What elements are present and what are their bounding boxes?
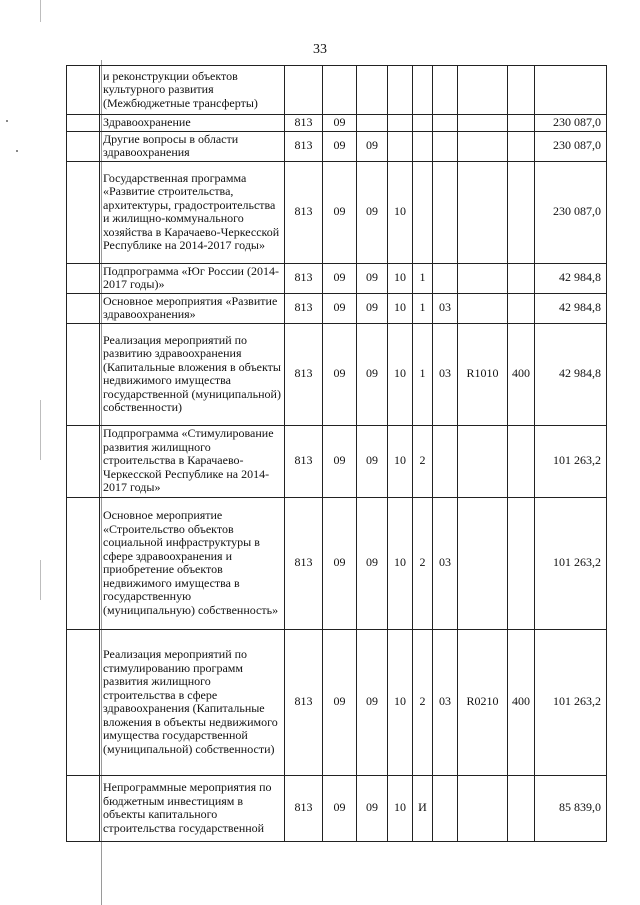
- item-name: Основное мероприятия «Развитие здравоохранения»: [100, 293, 285, 323]
- amount: 42 984,8: [535, 293, 607, 323]
- row-margin-cell: [67, 263, 100, 293]
- subsection-code: 09: [357, 263, 388, 293]
- subprogram-code: 2: [413, 497, 433, 629]
- ministry-code: 813: [285, 425, 323, 497]
- event-code: [433, 263, 458, 293]
- program-code: 10: [388, 293, 413, 323]
- row-margin-cell: [67, 497, 100, 629]
- ministry-code: 813: [285, 115, 323, 132]
- expense-type-code: [508, 293, 535, 323]
- row-margin-cell: [67, 161, 100, 263]
- item-name: Государственная программа «Развитие строительства, архитектуры, градостроительства и жилищно-коммунального хозяйства в Карачаево-Черкесской Республике на 2014-2017 годы»: [100, 161, 285, 263]
- subprogram-code: 2: [413, 629, 433, 775]
- row-margin-cell: [67, 131, 100, 161]
- table-row: [67, 131, 607, 161]
- program-code: 10: [388, 425, 413, 497]
- subprogram-code: И: [413, 775, 433, 841]
- table-row: [67, 161, 607, 263]
- table-row: [67, 263, 607, 293]
- amount: 230 087,0: [535, 115, 607, 132]
- direction-code: [458, 263, 508, 293]
- expense-type-code: [508, 161, 535, 263]
- table-row: [67, 66, 607, 115]
- program-code: [388, 131, 413, 161]
- program-code: 10: [388, 497, 413, 629]
- subprogram-code: [413, 131, 433, 161]
- subsection-code: 09: [357, 161, 388, 263]
- subprogram-code: [413, 161, 433, 263]
- direction-code: [458, 66, 508, 115]
- ministry-code: 813: [285, 293, 323, 323]
- subprogram-code: 1: [413, 293, 433, 323]
- direction-code: R0210: [458, 629, 508, 775]
- direction-code: [458, 293, 508, 323]
- program-code: 10: [388, 323, 413, 425]
- item-name: Подпрограмма «Стимулирование развития жилищного строительства в Карачаево-Черкесской Республике на 2014-2017 годы»: [100, 425, 285, 497]
- ministry-code: 813: [285, 629, 323, 775]
- event-code: [433, 425, 458, 497]
- table-body: [67, 66, 607, 842]
- row-margin-cell: [67, 293, 100, 323]
- expense-type-code: [508, 131, 535, 161]
- ministry-code: 813: [285, 131, 323, 161]
- page-number: 33: [313, 42, 327, 57]
- row-margin-cell: [67, 115, 100, 132]
- subprogram-code: 1: [413, 323, 433, 425]
- event-code: 03: [433, 293, 458, 323]
- item-name: Непрограммные мероприятия по бюджетным инвестициям в объекты капитального строительства государственной: [100, 775, 285, 841]
- amount: 85 839,0: [535, 775, 607, 841]
- item-name: Реализация мероприятий по стимулированию программ развития жилищного строительства в сфере здравоохранения (Капитальные вложения в объекты недвижимого имущества государственной (муниципальной) собственности): [100, 629, 285, 775]
- amount: [535, 66, 607, 115]
- table-row: [67, 775, 607, 841]
- item-name: Подпрограмма «Юг России (2014-2017 годы)»: [100, 263, 285, 293]
- expense-type-code: [508, 66, 535, 115]
- direction-code: R1010: [458, 323, 508, 425]
- expense-type-code: [508, 263, 535, 293]
- ministry-code: 813: [285, 263, 323, 293]
- row-margin-cell: [67, 775, 100, 841]
- row-margin-cell: [67, 323, 100, 425]
- section-code: 09: [323, 293, 357, 323]
- section-code: 09: [323, 323, 357, 425]
- table-row: [67, 293, 607, 323]
- program-code: 10: [388, 629, 413, 775]
- subsection-code: 09: [357, 775, 388, 841]
- program-code: 10: [388, 161, 413, 263]
- expense-type-code: [508, 775, 535, 841]
- item-name: Другие вопросы в области здравоохранения: [100, 131, 285, 161]
- section-code: 09: [323, 775, 357, 841]
- subsection-code: 09: [357, 323, 388, 425]
- subprogram-code: 2: [413, 425, 433, 497]
- subsection-code: 09: [357, 293, 388, 323]
- table-row: [67, 425, 607, 497]
- amount: 42 984,8: [535, 263, 607, 293]
- ministry-code: 813: [285, 497, 323, 629]
- subprogram-code: 1: [413, 263, 433, 293]
- section-code: 09: [323, 425, 357, 497]
- expense-type-code: 400: [508, 629, 535, 775]
- row-margin-cell: [67, 629, 100, 775]
- direction-code: [458, 131, 508, 161]
- subprogram-code: [413, 66, 433, 115]
- expense-type-code: [508, 425, 535, 497]
- amount: 101 263,2: [535, 425, 607, 497]
- program-code: 10: [388, 263, 413, 293]
- section-code: 09: [323, 629, 357, 775]
- table-row: [67, 115, 607, 132]
- amount: 230 087,0: [535, 161, 607, 263]
- row-margin-cell: [67, 66, 100, 115]
- direction-code: [458, 775, 508, 841]
- program-code: 10: [388, 775, 413, 841]
- item-name: Основное мероприятие «Строительство объектов социальной инфраструктуры в сфере здравоохранения и приобретение объектов недвижимого имущества в государственную (муниципальную) собственность»: [100, 497, 285, 629]
- section-code: 09: [323, 497, 357, 629]
- event-code: [433, 131, 458, 161]
- ministry-code: 813: [285, 775, 323, 841]
- subprogram-code: [413, 115, 433, 132]
- expense-type-code: [508, 115, 535, 132]
- subsection-code: 09: [357, 629, 388, 775]
- scan-dot: [16, 150, 18, 152]
- subsection-code: [357, 66, 388, 115]
- ministry-code: 813: [285, 161, 323, 263]
- direction-code: [458, 161, 508, 263]
- section-code: 09: [323, 131, 357, 161]
- direction-code: [458, 115, 508, 132]
- event-code: 03: [433, 497, 458, 629]
- program-code: [388, 66, 413, 115]
- program-code: [388, 115, 413, 132]
- scan-dot: [6, 120, 8, 122]
- subsection-code: 09: [357, 131, 388, 161]
- expense-type-code: 400: [508, 323, 535, 425]
- amount: 101 263,2: [535, 629, 607, 775]
- event-code: [433, 775, 458, 841]
- expense-type-code: [508, 497, 535, 629]
- scan-margin-mark: [40, 400, 41, 460]
- item-name: Здравоохранение: [100, 115, 285, 132]
- budget-table: [66, 65, 607, 842]
- event-code: [433, 66, 458, 115]
- event-code: 03: [433, 323, 458, 425]
- item-name: Реализация мероприятий по развитию здравоохранения (Капитальные вложения в объекты недвижимого имущества государственной (муниципальной) собственности): [100, 323, 285, 425]
- scan-margin-mark: [40, 560, 41, 600]
- table-row: [67, 629, 607, 775]
- direction-code: [458, 425, 508, 497]
- ministry-code: 813: [285, 323, 323, 425]
- row-margin-cell: [67, 425, 100, 497]
- table-row: [67, 323, 607, 425]
- amount: 42 984,8: [535, 323, 607, 425]
- subsection-code: [357, 115, 388, 132]
- section-code: 09: [323, 115, 357, 132]
- section-code: 09: [323, 161, 357, 263]
- direction-code: [458, 497, 508, 629]
- event-code: [433, 115, 458, 132]
- table-row: [67, 497, 607, 629]
- event-code: [433, 161, 458, 263]
- section-code: [323, 66, 357, 115]
- ministry-code: [285, 66, 323, 115]
- subsection-code: 09: [357, 425, 388, 497]
- subsection-code: 09: [357, 497, 388, 629]
- section-code: 09: [323, 263, 357, 293]
- event-code: 03: [433, 629, 458, 775]
- amount: 101 263,2: [535, 497, 607, 629]
- scan-margin-mark: [40, 0, 41, 22]
- amount: 230 087,0: [535, 131, 607, 161]
- item-name: и реконструкции объектов культурного развития (Межбюджетные трансферты): [100, 66, 285, 115]
